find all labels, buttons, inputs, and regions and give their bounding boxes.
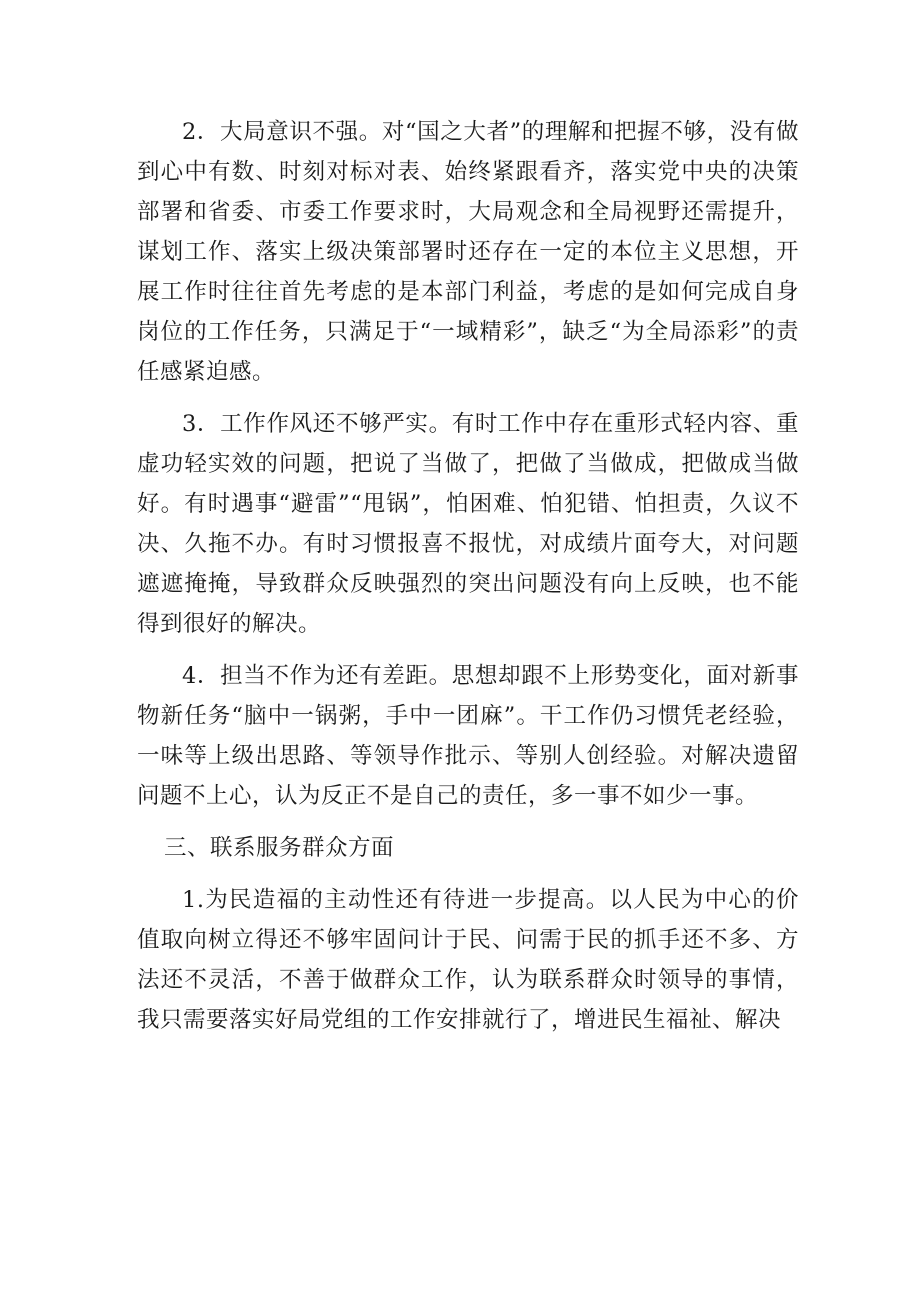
paragraph-item-2: 2．大局意识不强。对“国之大者”的理解和把握不够，没有做到心中有数、时刻对标对表、始终紧跟看齐，落实党中央的决策部署和省委、市委工作要求时，大局观念和全局视野还需提升，谋划工作、落实上级决策部署时还存在一定的本位主义思想，开展工作时往往首先考虑的是本部门利益，考虑的是如何完成自身岗位的工作任务，只满足于“一域精彩”，缺乏“为全局添彩”的责任感紧迫感。: [137, 119, 799, 385]
section-heading: 三、联系服务群众方面: [164, 835, 395, 861]
document-body: [137, 112, 799, 1052]
paragraph-item-1: 1.为民造福的主动性还有待进一步提高。以人民为中心的价值取向树立得还不够牢固问计于民、问需于民的抓手还不多、方法还不灵活，不善于做群众工作，认为联系群众时领导的事情，我只需要落实好局党组的工作安排就行了，增进民生福祉、解决: [137, 887, 799, 1033]
paragraph-item-3: 3．工作作风还不够严实。有时工作中存在重形式轻内容、重虚功轻实效的问题，把说了当做了，把做了当做成，把做成当做好。有时遇事“避雷”“甩锅”，怕困难、怕犯错、怕担责，久议不决、久拖不办。有时习惯报喜不报忧，对成绩片面夸大，对问题遮遮掩掩，导致群众反映强烈的突出问题没有向上反映，也不能得到很好的解决。: [137, 411, 799, 637]
paragraph-item-4: 4．担当不作为还有差距。思想却跟不上形势变化，面对新事物新任务“脑中一锅粥，手中一团麻”。干工作仍习惯凭老经验，一味等上级出思路、等领导作批示、等别人创经验。对解决遗留问题不上心，认为反正不是自己的责任，多一事不如少一事。: [137, 663, 799, 809]
